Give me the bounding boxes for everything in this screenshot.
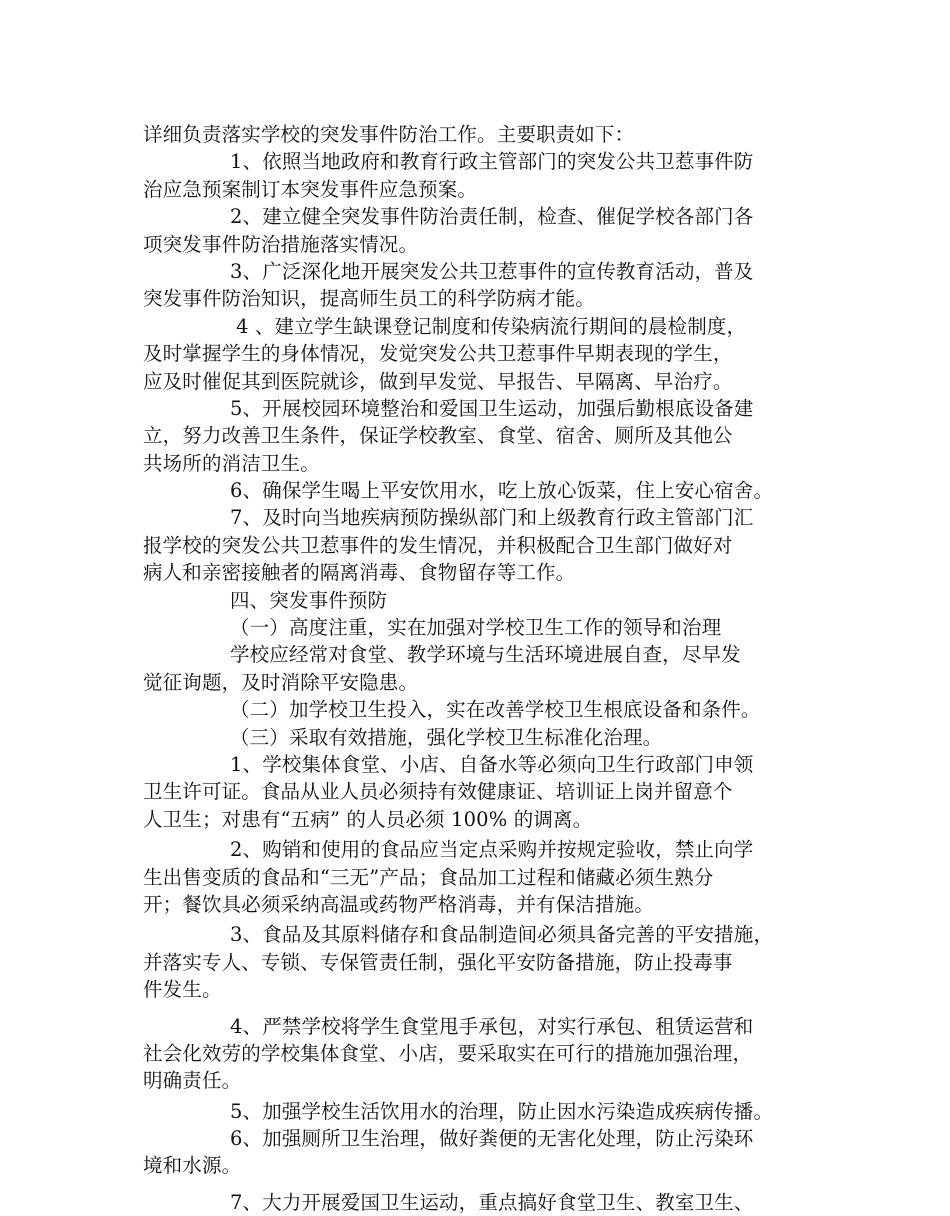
text-line: 1、学校集体食堂、小店、自备水等必须向卫生行政部门申领: [230, 752, 754, 776]
section-heading: 四、突发事件预防: [230, 588, 388, 612]
text-line: 突发事件防治知识，提高师生员工的科学防病才能。: [143, 287, 595, 311]
text-line: 开；餐饮具必须采纳高温或药物严格消毒，并有保洁措施。: [143, 892, 654, 916]
text-line: 明确责任。: [143, 1069, 242, 1093]
text-line: 详细负责落实学校的突发事件防治工作。主要职责如下：: [143, 123, 635, 146]
text-line: 3、广泛深化地开展突发公共卫惹事件的宣传教育活动，普及: [230, 259, 754, 283]
subsection-heading: （二）加学校卫生投入，实在改善学校卫生根底设备和条件。: [230, 698, 761, 722]
text-line: 病人和亲密接触者的隔离消毒、食物留存等工作。: [143, 561, 576, 585]
text-line: 7、大力开展爱国卫生运动，重点搞好食堂卫生、教室卫生、: [230, 1190, 754, 1214]
text-line: 应及时催促其到医院就诊，做到早发觉、早报告、早隔离、早治疗。: [143, 369, 733, 393]
text-line: 5、开展校园环境整治和爱国卫生运动，加强后勤根底设备建: [230, 396, 754, 420]
text-line: 项突发事件防治措施落实情况。: [143, 232, 419, 256]
text-line: 觉征询题，及时消除平安隐患。: [143, 670, 419, 694]
text-line: 件发生。: [143, 978, 222, 1002]
text-line: 3、食品及其原料储存和食品制造间必须具备完善的平安措施，: [230, 923, 774, 947]
text-line: 共场所的消洁卫生。: [143, 451, 320, 475]
text-line: 及时掌握学生的身体情况，发觉突发公共卫惹事件早期表现的学生，: [143, 342, 733, 366]
text-line: 6、确保学生喝上平安饮用水，吃上放心饭菜，住上安心宿舍。: [230, 479, 774, 503]
text-line: 报学校的突发公共卫惹事件的发生情况，并积极配合卫生部门做好对: [143, 533, 733, 557]
text-line: 7、及时向当地疾病预防操纵部门和上级教育行政主管部门汇: [230, 506, 754, 530]
text-line: 境和水源。: [143, 1154, 242, 1178]
text-line: 人卫生；对患有“五病” 的人员必须 100% 的调离。: [143, 807, 593, 831]
text-line: 6、加强厕所卫生治理，做好粪便的无害化处理，防止污染环: [230, 1127, 754, 1151]
text-line: 4、严禁学校将学生食堂甩手承包，对实行承包、租赁运营和: [230, 1014, 754, 1038]
text-line: 治应急预案制订本突发事件应急预案。: [143, 177, 478, 201]
text-line: 卫生许可证。食品从业人员必须持有效健康证、培训证上岗并留意个: [143, 780, 733, 804]
text-line: 并落实专人、专锁、专保管责任制，强化平安防备措施，防止投毒事: [143, 950, 733, 974]
subsection-heading: （三）采取有效措施，强化学校卫生标准化治理。: [230, 725, 663, 749]
text-line: 生出售变质的食品和“三无”产品；食品加工过程和储藏必须生熟分: [143, 865, 714, 889]
text-line: 立，努力改善卫生条件，保证学校教室、食堂、宿舍、厕所及其他公: [143, 424, 733, 448]
text-line: 1、依照当地政府和教育行政主管部门的突发公共卫惹事件防: [230, 150, 754, 174]
text-line: 2、建立健全突发事件防治责任制，检查、催促学校各部门各: [230, 205, 754, 229]
text-line: 5、加强学校生活饮用水的治理，防止因水污染造成疾病传播。: [230, 1099, 774, 1123]
text-line: 4 、建立学生缺课登记制度和传染病流行期间的晨检制度，: [236, 314, 747, 338]
text-line: 学校应经常对食堂、教学环境与生活环境进展自查，尽早发: [230, 643, 741, 667]
subsection-heading: （一）高度注重，实在加强对学校卫生工作的领导和治理: [230, 616, 722, 640]
document-body: [143, 121, 823, 1216]
text-line: 2、购销和使用的食品应当定点采购并按规定验收，禁止向学: [230, 838, 754, 862]
text-line: 社会化效劳的学校集体食堂、小店，要采取实在可行的措施加强治理，: [143, 1041, 753, 1065]
